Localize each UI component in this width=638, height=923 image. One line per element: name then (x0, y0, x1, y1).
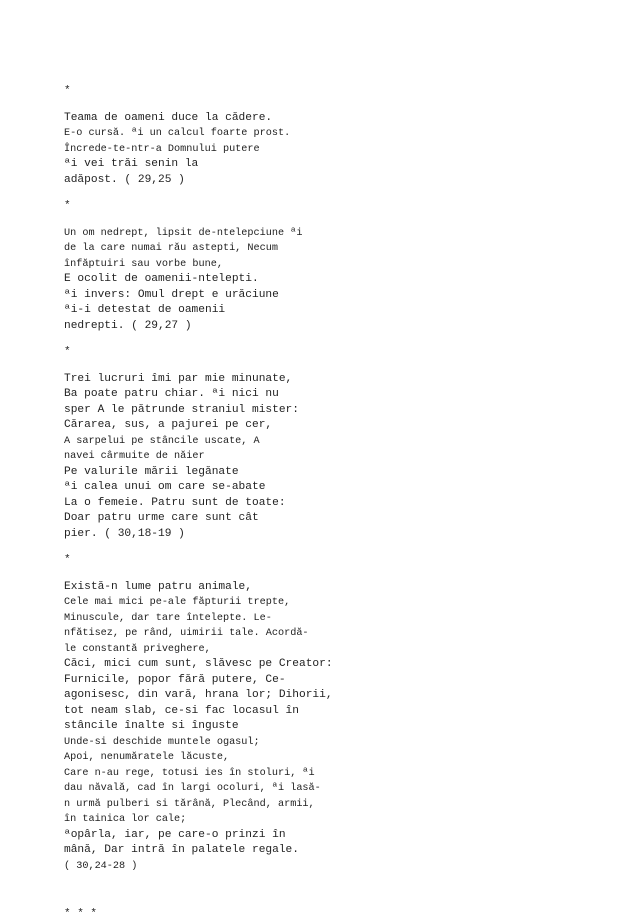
verse-stanza (64, 372, 584, 543)
spacer (64, 188, 584, 199)
verse-stanza (64, 111, 584, 189)
verse-line: E ocolit de oamenii-ntelepti. (64, 273, 259, 285)
verse-line: Există-n lume patru animale, (64, 580, 252, 593)
verse-line: pier. ( 30,18-19 ) (64, 527, 185, 540)
verse-line: A sarpelui pe stâncile uscate, A (64, 435, 260, 447)
spacer (64, 569, 584, 580)
spacer (64, 874, 584, 885)
verse-line: ªopârla, iar, pe care-o prinzi în (64, 828, 286, 841)
verse-line: Căci, mici cum sunt, slăvesc pe Creator: (64, 658, 333, 670)
section-separator: * (64, 554, 71, 566)
section-separator: * (64, 200, 71, 212)
verse-line: agonisesc, din vară, hrana lor; Dihorii, (64, 689, 333, 701)
verse-line: ªi calea unui om care se-abate (64, 481, 266, 493)
verse-line: ªi vei trăi senin la (64, 158, 199, 170)
verse-line: ( 30,24-28 ) (64, 860, 138, 872)
verse-line: dau năvală, cad în largi ocoluri, ªi lasă- (64, 783, 321, 794)
document-page (64, 84, 584, 923)
verse-line: Apoi, nenumăratele lăcuste, (64, 752, 230, 763)
verse-line: mână, Dar intră în palatele regale. (64, 844, 299, 856)
verse-line: Cele mai mici pe-ale făpturii trepte, (64, 597, 291, 608)
verse-line: de la care numai rău astepti, Necum (64, 243, 278, 254)
verse-line: Un om nedrept, lipsit de-ntelepciune ªi (64, 227, 303, 239)
verse-line: E-o cursă. ªi un calcul foarte prost. (64, 128, 291, 139)
verse-line: tot neam slab, ce-si fac locasul în (64, 704, 299, 717)
verse-line: ªi-i detestat de oamenii (64, 304, 226, 316)
verse-line: stâncile înalte si înguste (64, 720, 239, 732)
verse-line: ªi invers: Omul drept e urăciune (64, 288, 279, 301)
spacer (64, 215, 584, 226)
verse-stanza (64, 580, 584, 875)
verse-line: Care n-au rege, totusi ies în stoluri, ªi (64, 767, 315, 779)
verse-line: n urmă pulberi si tărână, Plecând, armii, (64, 798, 315, 810)
verse-line: Doar patru urme care sunt cât (64, 512, 259, 524)
verse-line: La o femeie. Patru sunt de toate: (64, 496, 286, 509)
verse-line: navei cârmuite de năier (64, 451, 205, 462)
verse-line: Cărarea, sus, a pajurei pe cer, (64, 419, 273, 431)
spacer (64, 361, 584, 372)
spacer (64, 542, 584, 553)
verse-line: Teama de oameni duce la cădere. (64, 111, 273, 124)
verse-line: Ba poate patru chiar. ªi nici nu (64, 388, 279, 400)
verse-line: nfătisez, pe rând, uimirii tale. Acordă- (64, 628, 309, 639)
spacer (64, 885, 584, 907)
verse-line: sper A le pătrunde straniul mister: (64, 403, 299, 416)
spacer (64, 100, 584, 111)
verse-line: Furnicile, popor fără putere, Ce- (64, 673, 286, 686)
spacer (64, 334, 584, 345)
verse-line: Minuscule, dar tare întelepte. Le- (64, 612, 272, 624)
verse-line: nedrepti. ( 29,27 ) (64, 319, 192, 332)
verse-line: Trei lucruri îmi par mie minunate, (64, 372, 293, 385)
section-separator: * (64, 346, 71, 358)
verse-line: adăpost. ( 29,25 ) (64, 173, 185, 186)
verse-stanza (64, 226, 584, 335)
verse-line: Pe valurile mării legănate (64, 465, 239, 478)
verse-line: Încrede-te-ntr-a Domnului putere (64, 143, 260, 155)
verse-line: înfăptuiri sau vorbe bune, (64, 258, 223, 270)
verse-line: Unde-si deschide muntele ogasul; (64, 736, 260, 748)
verse-line: în tainica lor cale; (64, 814, 187, 825)
section-separator: * (64, 85, 71, 97)
verse-line: le constantă priveghere, (64, 643, 211, 655)
end-mark: * * * (64, 908, 98, 920)
